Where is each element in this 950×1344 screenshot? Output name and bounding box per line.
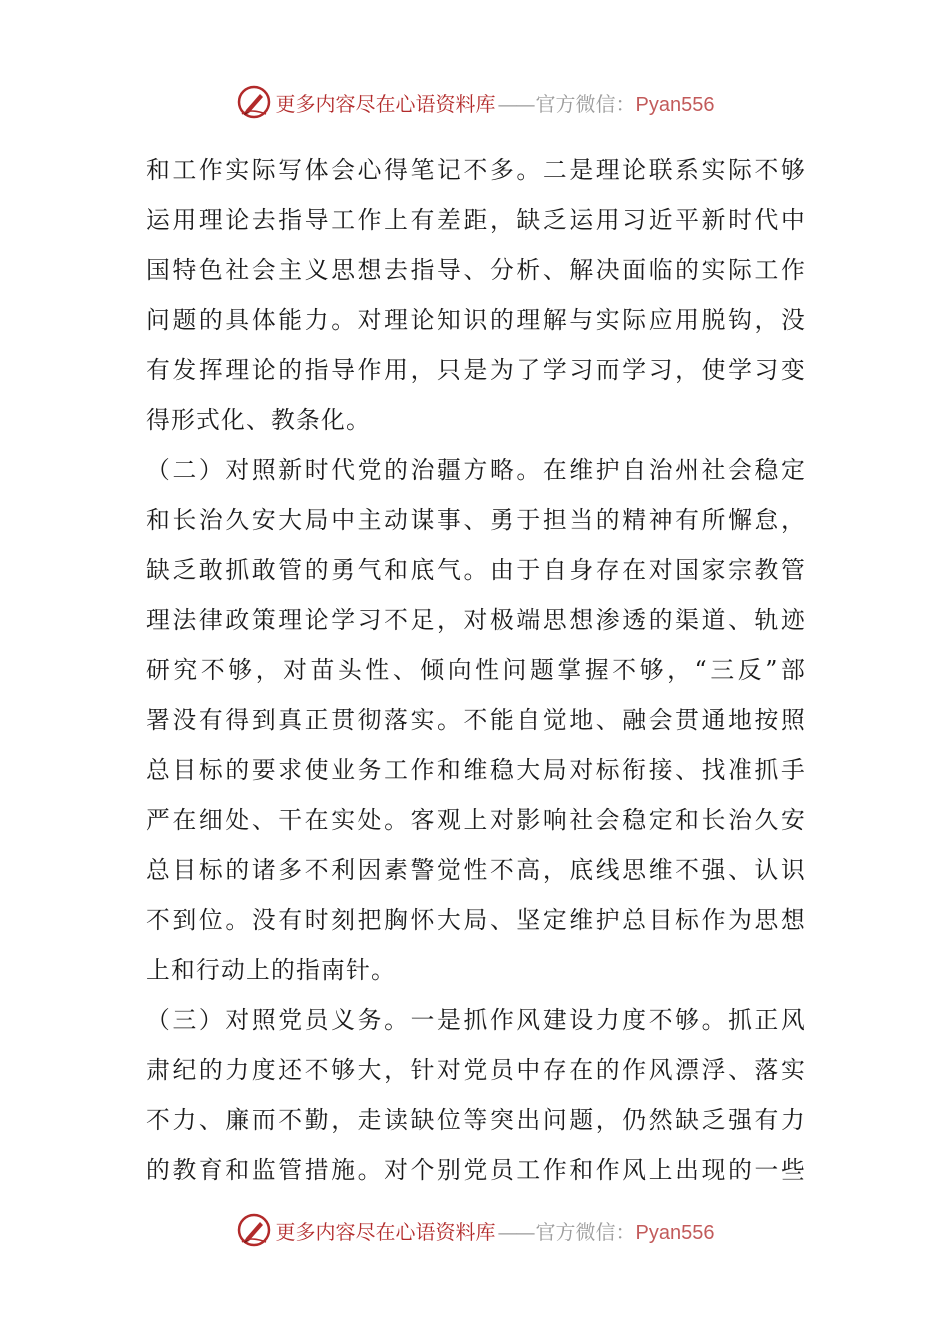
text-line: 运用理论去指导工作上有差距，缺乏运用习近平新时代中 <box>146 206 806 234</box>
text-line: 缺乏敢抓敢管的勇气和底气。由于自身存在对国家宗教管 <box>146 556 806 584</box>
text-line: 问题的具体能力。对理论知识的理解与实际应用脱钩，没 <box>146 306 806 334</box>
text-line: 不力、廉而不勤，走读缺位等突出问题，仍然缺乏强有力 <box>146 1106 806 1134</box>
text-line: （二）对照新时代党的治疆方略。在维护自治州社会稳定 <box>146 456 806 484</box>
text-line: 上和行动上的指南针。 <box>146 956 396 984</box>
banner-separator: —— <box>497 91 534 116</box>
text-line: 的教育和监管措施。对个别党员工作和作风上出现的一些 <box>146 1156 806 1184</box>
text-line: 总目标的诸多不利因素警觉性不高，底线思维不强、认识 <box>146 856 806 884</box>
text-line: 和长治久安大局中主动谋事、勇于担当的精神有所懈怠， <box>146 506 806 534</box>
text-line: （三）对照党员义务。一是抓作风建设力度不够。抓正风 <box>146 1006 806 1034</box>
banner-official: 官方微信： <box>535 1219 636 1244</box>
banner-prefix: 更多内容尽在心语资料库 <box>275 1219 496 1244</box>
pen-logo-icon <box>236 1212 272 1248</box>
footer-banner <box>0 1210 950 1250</box>
document-body <box>146 145 806 1195</box>
text-line: 严在细处、干在实处。客观上对影响社会稳定和长治久安 <box>146 806 806 834</box>
text-line: 总目标的要求使业务工作和维稳大局对标衔接、找准抓手 <box>146 756 806 784</box>
pen-logo-icon <box>236 84 272 120</box>
banner-separator: —— <box>497 1219 534 1244</box>
header-banner <box>0 82 950 122</box>
text-line: 有发挥理论的指导作用，只是为了学习而学习，使学习变 <box>146 356 806 384</box>
text-line: 肃纪的力度还不够大，针对党员中存在的作风漂浮、落实 <box>146 1056 806 1084</box>
text-line: 研究不够，对苗头性、倾向性问题掌握不够，“三反”部 <box>146 656 806 684</box>
text-line: 不到位。没有时刻把胸怀大局、坚定维护总目标作为思想 <box>146 906 806 934</box>
text-line: 和工作实际写体会心得笔记不多。二是理论联系实际不够 <box>146 156 806 184</box>
banner-text <box>276 88 715 117</box>
text-line: 理法律政策理论学习不足，对极端思想渗透的渠道、轨迹 <box>146 606 806 634</box>
text-line: 署没有得到真正贯彻落实。不能自觉地、融会贯通地按照 <box>146 706 806 734</box>
banner-prefix: 更多内容尽在心语资料库 <box>275 91 496 116</box>
banner-official: 官方微信： <box>535 91 636 116</box>
banner-text <box>276 1216 715 1245</box>
text-line: 得形式化、教条化。 <box>146 406 371 434</box>
text-line: 国特色社会主义思想去指导、分析、解决面临的实际工作 <box>146 256 806 284</box>
banner-wechat-id: Pyan556 <box>635 93 715 116</box>
banner-wechat-id: Pyan556 <box>635 1221 715 1244</box>
